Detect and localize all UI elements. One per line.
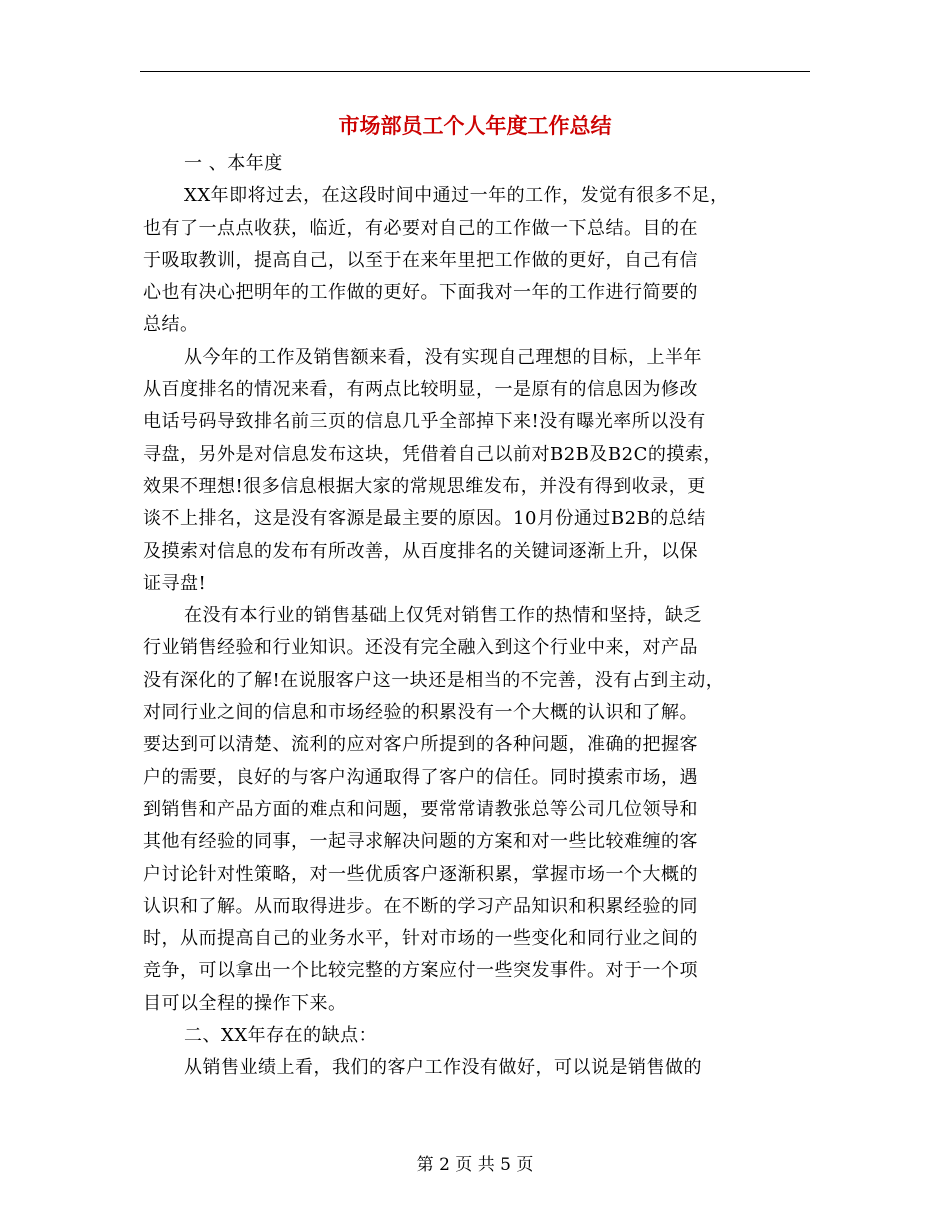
paragraph-line: 从销售业绩上看，我们的客户工作没有做好，可以说是销售做的	[184, 1057, 702, 1079]
paragraph-line: 对同行业之间的信息和市场经验的积累没有一个大概的认识和了解。	[143, 702, 698, 724]
paragraph-line: 目可以全程的操作下来。	[143, 992, 347, 1014]
document-body	[143, 148, 813, 1085]
paragraph-line: 在没有本行业的销售基础上仅凭对销售工作的热情和坚持，缺乏	[184, 605, 702, 627]
paragraph-line: 效果不理想!很多信息根据大家的常规思维发布，并没有得到收录，更	[143, 475, 706, 497]
paragraph-line: 竞争，可以拿出一个比较完整的方案应付一些突发事件。对于一个项	[143, 960, 698, 982]
paragraph-line: XX年即将过去，在这段时间中通过一年的工作，发觉有很多不足，	[184, 185, 729, 207]
paragraph-line: 总结。	[143, 314, 199, 336]
paragraph-line: 于吸取教训，提高自己，以至于在来年里把工作做的更好，自己有信	[143, 249, 698, 271]
paragraph-line: 其他有经验的同事，一起寻求解决问题的方案和对一些比较难缠的客	[143, 831, 698, 853]
section-heading-2: 二、XX年存在的缺点：	[184, 1025, 378, 1047]
page-number-footer: 第 2 页 共 5 页	[416, 1155, 534, 1175]
paragraph-line: 从今年的工作及销售额来看，没有实现自己理想的目标，上半年	[184, 346, 702, 368]
header-rule	[140, 71, 810, 72]
paragraph-line: 行业销售经验和行业知识。还没有完全融入到这个行业中来，对产品	[143, 637, 698, 659]
paragraph-line: 户的需要，良好的与客户沟通取得了客户的信任。同时摸索市场，遇	[143, 766, 698, 788]
paragraph-line: 心也有决心把明年的工作做的更好。下面我对一年的工作进行简要的	[143, 282, 698, 304]
paragraph-line: 寻盘，另外是对信息发布这块，凭借着自己以前对B2B及B2C的摸索，	[143, 443, 722, 465]
paragraph-line: 没有深化的了解!在说服客户这一块还是相当的不完善，没有占到主动，	[143, 669, 725, 691]
paragraph-line: 时，从而提高自己的业务水平，针对市场的一些变化和同行业之间的	[143, 928, 698, 950]
paragraph-line: 证寻盘!	[143, 572, 207, 594]
paragraph-line: 到销售和产品方面的难点和问题，要常常请教张总等公司几位领导和	[143, 798, 698, 820]
paragraph-line: 户讨论针对性策略，对一些优质客户逐渐积累，掌握市场一个大概的	[143, 863, 698, 885]
paragraph-line: 也有了一点点收获，临近，有必要对自己的工作做一下总结。目的在	[143, 217, 698, 239]
document-title: 市场部员工个人年度工作总结	[338, 113, 612, 138]
paragraph-line: 电话号码导致排名前三页的信息几乎全部掉下来!没有曝光率所以没有	[143, 411, 706, 433]
paragraph-line: 从百度排名的情况来看，有两点比较明显，一是原有的信息因为修改	[143, 379, 698, 401]
paragraph-line: 及摸索对信息的发布有所改善，从百度排名的关键词逐渐上升，以保	[143, 540, 698, 562]
paragraph-line: 谈不上排名，这是没有客源是最主要的原因。10月份通过B2B的总结	[143, 508, 706, 530]
paragraph-line: 要达到可以清楚、流利的应对客户所提到的各种问题，准确的把握客	[143, 734, 698, 756]
paragraph-line: 认识和了解。从而取得进步。在不断的学习产品知识和积累经验的同	[143, 895, 698, 917]
section-heading-1: 一 、本年度	[184, 153, 283, 174]
